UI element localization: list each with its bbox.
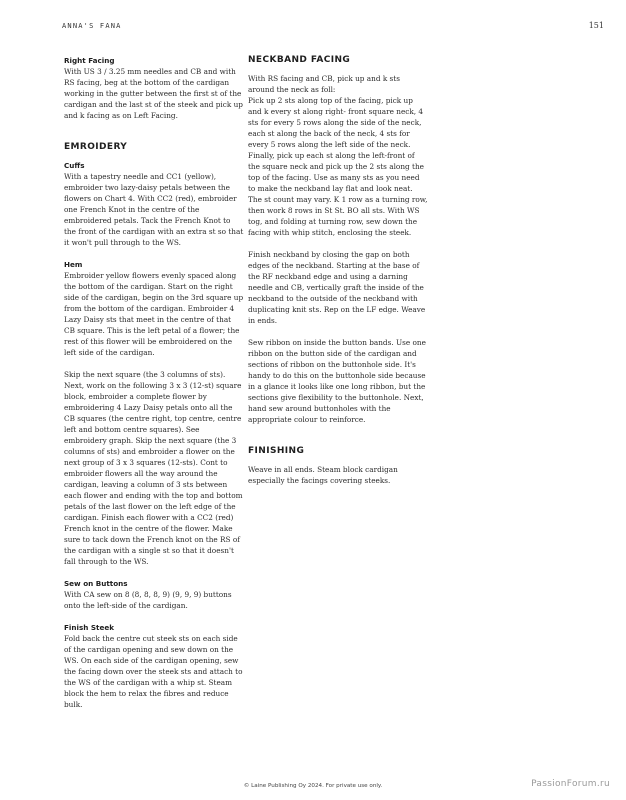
finishing-text: Weave in all ends. Steam block cardigan especially the facings covering steeks.	[248, 465, 398, 485]
hem-title: Hem	[64, 260, 83, 269]
sew-on-buttons-section	[64, 578, 244, 611]
neckband-paragraph: Sew ribbon on inside the button bands. Use one ribbon on the button side of the cardigan and sections of ribbon on the buttonhole side. It's handy to do this on the buttonhole side because in a glance it looks like one long ribbon, but the sections give flexibility to the buttonhole. Next, hand sew around buttonholes with the appropriate colour to reinforce.	[248, 338, 426, 424]
hem-section	[64, 259, 244, 567]
finishing-heading: FINISHING	[248, 446, 305, 456]
page-number: 151	[588, 21, 604, 30]
hem-paragraph: Embroider yellow flowers evenly spaced along the bottom of the cardigan. Start on the right side of the cardigan, begin on the 3rd square up from the bottom of the cardigan. Embroider 4 Lazy Daisy sts that meet in the centre of that CB square. This is the left petal of a flower; the rest of this flower will be embroidered on the left side of the cardigan.	[64, 271, 244, 357]
embroidery-heading: EMROIDERY	[64, 142, 128, 152]
neckband-facing-heading: NECKBAND FACING	[248, 55, 351, 65]
neckband-paragraph: Finish neckband by closing the gap on both edges of the neckband. Starting at the base of the RF neckband edge and using a darning needle and CB, vertically graft the inside of the neckband to the outside of the neckband with duplicating knit sts. Rep on the LF edge. Weave in ends.	[248, 250, 426, 325]
sew-on-buttons-text: With CA sew on 8 (8, 8, 8, 9) (9, 9, 9) buttons onto the left-side of the cardigan.	[64, 590, 232, 610]
neckband-paragraph: With RS facing and CB, pick up and k sts around the neck as foll: Pick up 2 sts along top of the facing, pick up and k every st along right- front square neck, 4 sts for every 5 rows along the side of the neck, each st along the back of the neck, 4 sts for every 5 rows along the left side of the neck. Finally, pick up each st along the left-front of the square neck and pick up the 2 sts along the top of the facing. Use as many sts as you need to make the neckband lay flat and look neat. The st count may vary. K 1 row as a turning row, then work 8 rows in St St. BO all sts. With WS tog, and folding at turning row, sew down the facing with whip stitch, enclosing the steek.	[248, 74, 428, 237]
right-facing-section	[64, 55, 244, 121]
finish-steek-text: Fold back the centre cut steek sts on each side of the cardigan opening and sew down on the WS. On each side of the cardigan opening, sew the facing down over the steek sts and attach to the WS of the cardigan with a whip st. Steam block the hem to relax the fibres and reduce bulk.	[64, 634, 243, 709]
hem-paragraph: Skip the next square (the 3 columns of sts). Next, work on the following 3 x 3 (12-st) square block, embroider a complete flower by embroidering 4 Lazy Daisy petals onto all the CB squares (the centre right, top centre, centre left and bottom centre squares). See embroidery graph. Skip the next square (the 3 columns of sts) and embroider a flower on the next group of 3 x 3 squares (12-sts). Cont to embroider flowers all the way around the cardigan, leaving a column of 3 sts between each flower and ending with the top and bottom petals of the last flower on the left edge of the cardigan. Finish each flower with a CC2 (red) French knot in the centre of the flower. Make sure to tack down the French knot on the RS of the cardigan with a single st so that it doesn't fall through to the WS.	[64, 370, 243, 566]
left-column	[64, 55, 244, 721]
watermark: PassionForum.ru	[531, 779, 610, 789]
running-head: ANNA'S FANA	[62, 22, 122, 30]
right-facing-title: Right Facing	[64, 56, 115, 65]
sew-on-buttons-title: Sew on Buttons	[64, 579, 128, 588]
cuffs-text: With a tapestry needle and CC1 (yellow), embroider two lazy-daisy petals between the flowers on Chart 4. With CC2 (red), embroider one French Knot in the centre of the embroidered petals. Tack the French Knot to the front of the cardigan with an extra st so that it won't pull through to the WS.	[64, 172, 244, 247]
cuffs-section	[64, 160, 244, 248]
right-facing-text: With US 3 / 3.25 mm needles and CB and with RS facing, beg at the bottom of the cardigan working in the gutter between the first st of the cardigan and the last st of the steek and pick up and k facing as on Left Facing.	[64, 67, 243, 120]
finish-steek-title: Finish Steek	[64, 623, 114, 632]
copyright-footer: © Laine Publishing Oy 2024. For private use only.	[243, 783, 383, 789]
right-column	[248, 55, 428, 497]
cuffs-title: Cuffs	[64, 161, 85, 170]
finish-steek-section	[64, 622, 244, 710]
